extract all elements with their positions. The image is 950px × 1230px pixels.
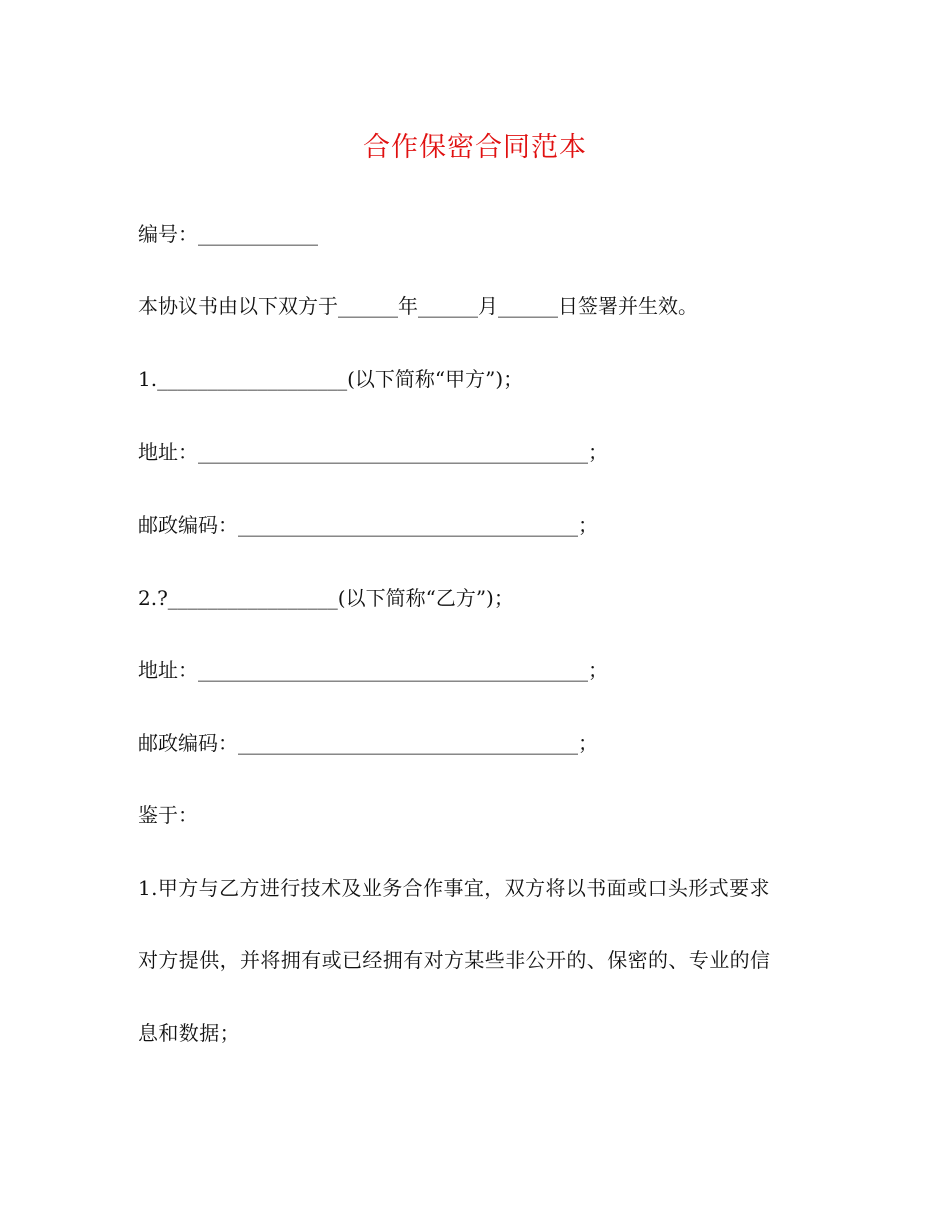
document-title: 合作保密合同范本	[363, 132, 587, 163]
party-b-address-line: 地址：_______________________________________；	[138, 658, 608, 682]
whereas-clause-line-1: 1.甲方与乙方进行技术及业务合作事宜，双方将以书面或口头形式要求	[138, 876, 770, 900]
party-a-name-line: 1.___________________(以下简称“甲方”)；	[138, 367, 524, 391]
party-b-postcode-line: 邮政编码：__________________________________；	[138, 731, 598, 755]
whereas-clause-line-2: 对方提供，并将拥有或已经拥有对方某些非公开的、保密的、专业的信	[138, 948, 771, 972]
party-b-name-line: 2.?_________________(以下简称“乙方”)；	[138, 586, 514, 610]
party-a-address-line: 地址：_______________________________________；	[138, 440, 608, 464]
whereas-clause-line-3: 息和数据；	[138, 1021, 240, 1045]
whereas-heading: 鉴于：	[138, 803, 198, 827]
signing-date-line: 本协议书由以下双方于______年______月______日签署并生效。	[138, 294, 698, 318]
party-a-postcode-line: 邮政编码：__________________________________；	[138, 513, 598, 537]
contract-number-line: 编号：____________	[138, 222, 318, 246]
